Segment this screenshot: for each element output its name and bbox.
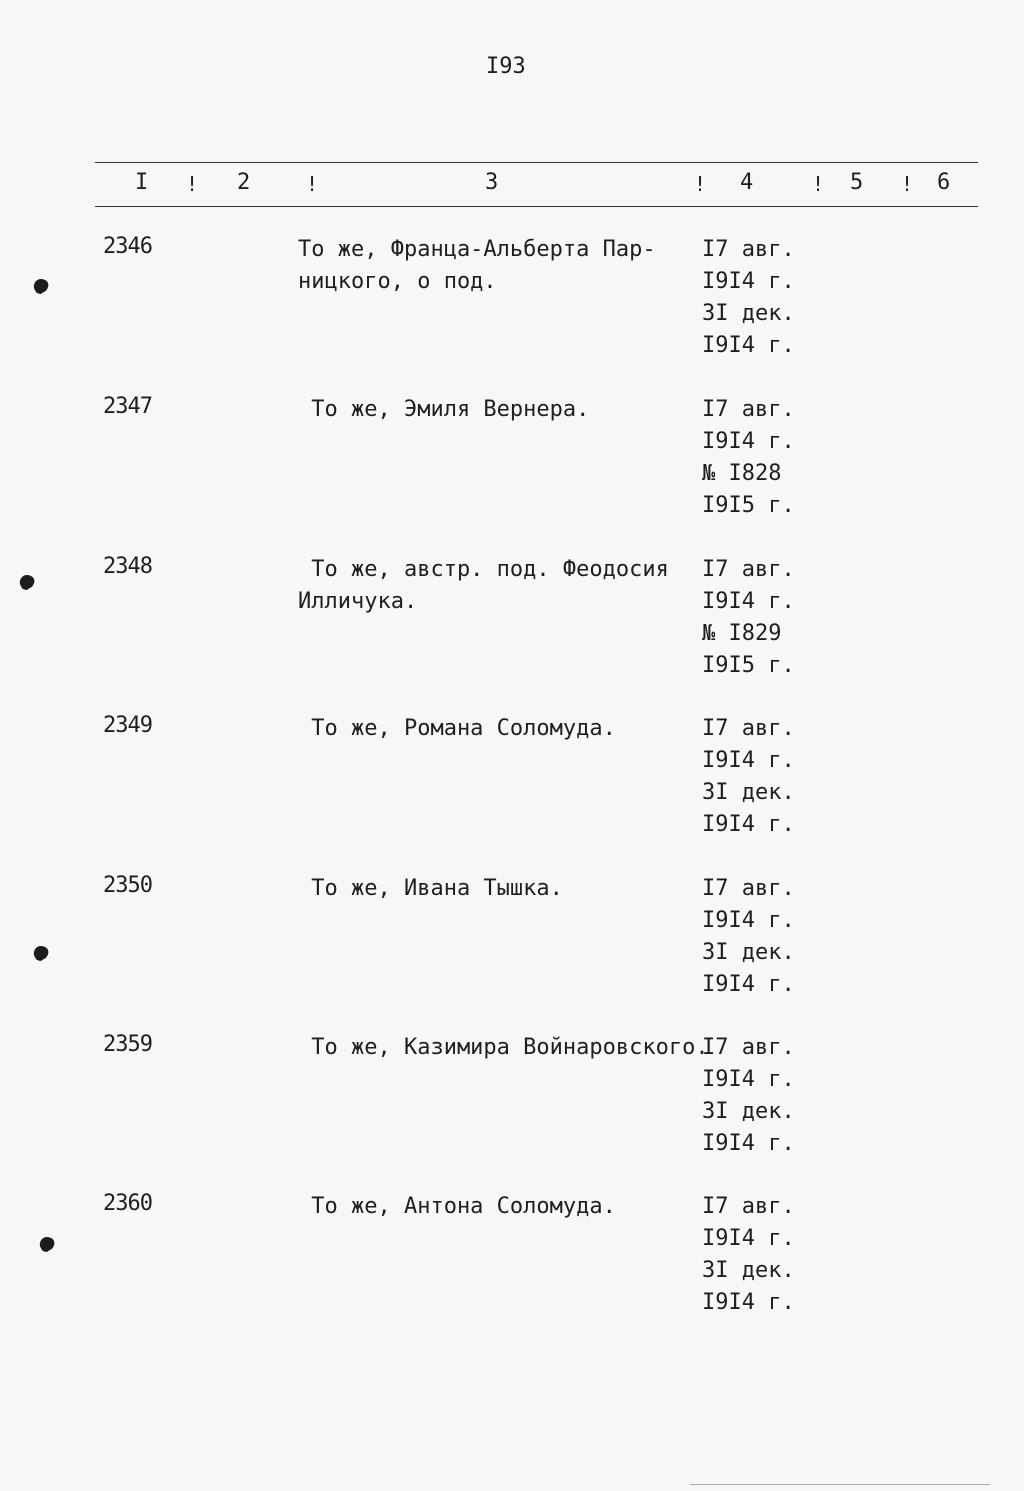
date-line: I9I5 г. — [702, 493, 795, 518]
date-line: I9I4 г. — [702, 1290, 795, 1315]
date-line: № I829 — [702, 621, 782, 646]
date-line: I9I4 г. — [702, 1067, 795, 1092]
entry-description: То же, австр. под. Феодосия Илличука. — [298, 557, 669, 614]
entry-description: То же, Антона Соломуда. — [298, 1194, 616, 1219]
column-separator: ! — [812, 172, 825, 196]
column-separator: ! — [186, 172, 199, 196]
entry-number: 2359 — [103, 1032, 152, 1057]
date-line: 3I дек. — [702, 780, 795, 805]
date-line: I7 авг. — [702, 876, 795, 901]
column-separator: ! — [694, 172, 707, 196]
entry-number: 2350 — [103, 873, 152, 898]
date-line: I7 авг. — [702, 716, 795, 741]
date-line: I9I4 г. — [702, 908, 795, 933]
date-line: 3I дек. — [702, 301, 795, 326]
table-row — [0, 713, 1024, 853]
entry-description: То же, Романа Соломуда. — [298, 716, 616, 741]
column-header-2: 2 — [237, 170, 251, 195]
date-line: 3I дек. — [702, 940, 795, 965]
column-header-5: 5 — [850, 170, 864, 195]
column-separator: ! — [306, 172, 319, 196]
entry-number: 2349 — [103, 713, 152, 738]
date-line: № I828 — [702, 461, 782, 486]
entry-number: 2346 — [103, 234, 152, 259]
date-line: I9I4 г. — [702, 748, 795, 773]
entry-description: То же, Ивана Тышка. — [298, 876, 563, 901]
date-line: 3I дек. — [702, 1099, 795, 1124]
date-line: I9I5 г. — [702, 653, 795, 678]
table-row — [0, 1191, 1024, 1331]
date-line: 3I дек. — [702, 1258, 795, 1283]
entry-number: 2347 — [103, 394, 152, 419]
table-row — [0, 394, 1024, 534]
entry-dates — [702, 554, 822, 682]
entry-number: 2348 — [103, 554, 152, 579]
date-line: I7 авг. — [702, 1035, 795, 1060]
date-line: I9I4 г. — [702, 1131, 795, 1156]
date-line: I9I4 г. — [702, 972, 795, 997]
entry-number: 2360 — [103, 1191, 152, 1216]
entry-dates — [702, 873, 822, 1001]
date-line: I7 авг. — [702, 397, 795, 422]
table-top-rule — [95, 162, 978, 163]
column-header-1: I — [135, 170, 149, 195]
entry-dates — [702, 394, 822, 522]
date-line: I7 авг. — [702, 557, 795, 582]
entry-dates — [702, 1032, 822, 1160]
table-header-rule — [95, 206, 978, 207]
table-row — [0, 234, 1024, 374]
column-separator: ! — [901, 172, 914, 196]
table-row — [0, 554, 1024, 694]
entry-dates — [702, 234, 822, 362]
date-line: I9I4 г. — [702, 589, 795, 614]
date-line: I9I4 г. — [702, 333, 795, 358]
date-line: I7 авг. — [702, 1194, 795, 1219]
column-header-4: 4 — [740, 170, 754, 195]
table-row — [0, 1032, 1024, 1172]
entry-description: То же, Франца-Альберта Пар- ницкого, о под. — [298, 237, 656, 294]
date-line: I7 авг. — [702, 237, 795, 262]
entry-description: То же, Казимира Войнаровского. — [298, 1035, 709, 1060]
table-row — [0, 873, 1024, 1013]
entry-dates — [702, 713, 822, 841]
column-header-6: 6 — [937, 170, 951, 195]
page-number: I93 — [486, 54, 526, 79]
date-line: I9I4 г. — [702, 269, 795, 294]
date-line: I9I4 г. — [702, 812, 795, 837]
entry-dates — [702, 1191, 822, 1319]
date-line: I9I4 г. — [702, 429, 795, 454]
date-line: I9I4 г. — [702, 1226, 795, 1251]
bottom-edge-line — [690, 1484, 990, 1485]
entry-description: То же, Эмиля Вернера. — [298, 397, 590, 422]
column-header-3: 3 — [485, 170, 499, 195]
